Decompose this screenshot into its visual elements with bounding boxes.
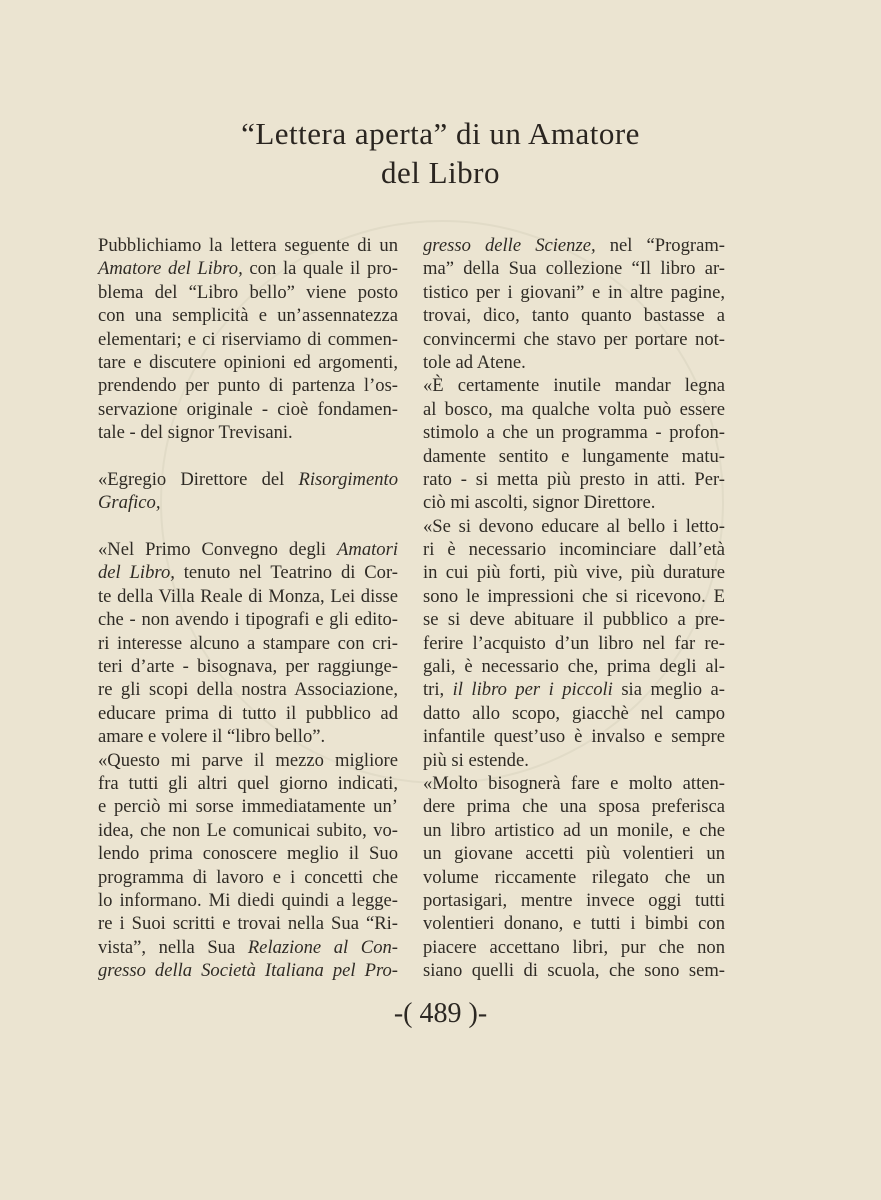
text-segment: educare prima di tutto il pubblico ad <box>98 702 398 724</box>
text-segment: lo informano. Mi diedi quindi a legge- <box>98 889 398 911</box>
text-segment: gresso della Società Italiana pel Pro- <box>98 960 398 982</box>
text-line <box>98 632 398 655</box>
text-line <box>98 585 398 608</box>
text-line <box>98 374 398 397</box>
text-line <box>423 304 725 327</box>
text-line <box>98 725 398 748</box>
text-line <box>98 819 398 842</box>
text-line <box>98 842 398 865</box>
text-segment: che - non avendo i tipografi e gli edito- <box>98 609 398 631</box>
text-segment: «Se si devono educare al bello i letto- <box>423 515 725 537</box>
text-line <box>423 398 725 421</box>
title-line-2: del Libro <box>381 155 500 190</box>
text-line <box>98 257 398 280</box>
text-segment: gresso delle Scienze, <box>423 235 596 256</box>
text-segment: ciò mi ascolti, signor Direttore. <box>423 492 656 514</box>
text-line <box>423 819 725 842</box>
text-segment: portasigari, mentre invece oggi tutti <box>423 889 725 911</box>
text-line <box>423 257 725 280</box>
text-line <box>423 538 725 561</box>
text-line <box>98 538 398 561</box>
text-line <box>98 912 398 935</box>
text-line <box>423 281 725 304</box>
text-line <box>423 889 725 912</box>
text-line <box>98 702 398 725</box>
text-line <box>98 421 398 444</box>
text-line <box>423 421 725 444</box>
paragraph-gap <box>98 445 398 468</box>
text-segment: tare e discutere opinioni ed argomenti, <box>98 351 398 373</box>
text-segment: Amatori <box>337 539 398 561</box>
text-segment: stimolo a che un programma - profon- <box>423 422 725 444</box>
text-segment: ri interesse alcuno a stampare con cri- <box>98 632 398 654</box>
text-line <box>423 328 725 351</box>
text-line <box>423 959 725 982</box>
text-segment: servazione originale - cioè fondamen- <box>98 398 398 420</box>
text-line <box>423 632 725 655</box>
text-segment: convincermi che stavo per portare not- <box>423 328 725 350</box>
text-line <box>423 468 725 491</box>
text-segment: siano quelli di scuola, che sono sem- <box>423 960 725 982</box>
text-line <box>423 702 725 725</box>
text-segment: volume riccamente rilegato che un <box>423 866 725 888</box>
text-segment: ma” della Sua collezione “Il libro ar- <box>423 258 725 280</box>
text-segment: Risorgimento <box>298 468 398 490</box>
text-line <box>98 936 398 959</box>
text-segment: tenuto nel Teatrino di Cor- <box>174 562 398 584</box>
text-segment: programma di lavoro e i concetti che <box>98 866 398 888</box>
text-line <box>98 889 398 912</box>
text-segment: trovai, dico, tanto quanto bastasse a <box>423 305 725 327</box>
text-segment: al bosco, ma qualche volta può essere <box>423 398 725 420</box>
text-line <box>423 749 725 772</box>
text-line <box>98 351 398 374</box>
text-segment: sia meglio a- <box>612 679 725 701</box>
text-line <box>423 515 725 538</box>
text-line <box>98 234 398 257</box>
text-segment: ferire l’acquisto d’un libro nel far re- <box>423 632 725 654</box>
text-segment: e perciò mi sorse immediatamente un’ <box>98 796 398 818</box>
text-line <box>98 795 398 818</box>
text-line <box>98 491 398 514</box>
text-segment: tale - del signor Trevisani. <box>98 422 293 444</box>
text-line <box>98 655 398 678</box>
text-segment: idea, che non Le comunicai subito, vo- <box>98 819 398 841</box>
text-segment: amare e volere il “libro bello”. <box>98 726 326 748</box>
text-line <box>423 445 725 468</box>
title-line-1: “Lettera aperta” di un Amatore <box>241 116 640 151</box>
text-segment: «Molto bisognerà fare e molto atten- <box>423 772 725 794</box>
text-line <box>423 936 725 959</box>
text-line <box>98 772 398 795</box>
text-line <box>423 772 725 795</box>
text-segment: damente sentito e lungamente matu- <box>423 445 725 467</box>
text-segment: Grafico, <box>98 492 161 514</box>
text-segment: un libro artistico ad un monile, e che <box>423 819 725 841</box>
text-segment: sono le impressioni che si ricevono. E <box>423 585 725 607</box>
text-segment: fra tutti gli altri quel giorno indicati, <box>98 772 398 794</box>
text-line <box>98 561 398 584</box>
text-line <box>423 842 725 865</box>
text-segment: prendendo per punto di partenza l’os- <box>98 375 398 397</box>
text-line <box>98 866 398 889</box>
text-line <box>98 398 398 421</box>
text-segment: tistico per i giovani” e in altre pagine, <box>423 281 725 303</box>
text-segment: Amatore del Libro, <box>98 258 243 280</box>
text-segment: se si deve abituare il pubblico a pre- <box>423 609 725 631</box>
text-line <box>423 678 725 701</box>
text-segment: del Libro, <box>98 562 175 584</box>
text-segment: blema del “Libro bello” viene posto <box>98 281 398 303</box>
text-line <box>423 912 725 935</box>
text-line <box>98 678 398 701</box>
article-title <box>0 114 881 192</box>
text-segment: un giovane accetti più volentieri un <box>423 843 725 865</box>
text-segment: re i Suoi scritti e trovai nella Sua “Ri- <box>98 913 398 935</box>
text-segment: volentieri donano, e tutti i bimbi con <box>423 913 725 935</box>
text-segment: Relazione al Con- <box>247 936 398 958</box>
text-segment: piacere accettano libri, pur che non <box>423 936 725 958</box>
text-segment: «È certamente inutile mandar legna <box>423 375 725 397</box>
text-segment: te della Villa Reale di Monza, Lei disse <box>98 585 398 607</box>
text-segment: gali, è necessario che, prima degli al- <box>423 656 725 678</box>
right-text-column <box>423 234 725 983</box>
text-segment: rato - si metta più presto in atti. Per- <box>423 468 725 490</box>
text-segment: con una semplicità e un’assennatezza <box>98 305 398 327</box>
text-segment: con la quale il pro- <box>242 258 398 280</box>
text-segment: lendo prima conoscere meglio il Suo <box>98 843 398 865</box>
text-line <box>423 866 725 889</box>
text-line <box>423 561 725 584</box>
text-line <box>98 328 398 351</box>
text-segment: tole ad Atene. <box>423 351 526 373</box>
text-line <box>98 608 398 631</box>
text-segment: infantile quest’uso è invalso e sempre <box>423 726 725 748</box>
text-line <box>98 468 398 491</box>
left-text-column <box>98 234 398 983</box>
text-line <box>423 608 725 631</box>
text-segment: «Nel Primo Convegno degli <box>98 539 338 561</box>
text-segment: ri è necessario incominciare dall’età <box>423 539 725 561</box>
text-line <box>98 304 398 327</box>
text-segment: re gli scopi della nostra Associazione, <box>98 679 398 701</box>
text-line <box>423 374 725 397</box>
text-segment: nel “Program- <box>595 235 725 256</box>
text-segment: teri d’arte - bisognava, per raggiunge- <box>98 656 398 678</box>
text-segment: dere prima che una sposa preferisca <box>423 796 725 818</box>
text-segment: «Questo mi parve il mezzo migliore <box>98 749 398 771</box>
text-segment: in cui più forti, più vive, più durature <box>423 562 725 584</box>
text-segment: «Egregio Direttore del <box>98 468 299 490</box>
text-segment: tri, <box>423 679 453 701</box>
text-line <box>423 234 725 257</box>
text-segment: datto allo scopo, giacchè nel campo <box>423 702 725 724</box>
text-line <box>98 959 398 982</box>
text-segment: elementari; e ci riserviamo di commen- <box>98 328 398 350</box>
text-line <box>423 351 725 374</box>
text-segment: vista”, nella Sua <box>98 936 248 958</box>
paragraph-gap <box>98 515 398 538</box>
text-line <box>423 585 725 608</box>
text-segment: più si estende. <box>423 749 529 771</box>
text-line <box>423 795 725 818</box>
text-segment: il libro per i piccoli <box>452 679 613 701</box>
text-line <box>98 281 398 304</box>
text-line <box>98 749 398 772</box>
text-line <box>423 655 725 678</box>
page-number: -( 489 )- <box>393 998 488 1029</box>
text-line <box>423 725 725 748</box>
text-line <box>423 491 725 514</box>
text-segment: Pubblichiamo la lettera seguente di un <box>98 235 398 256</box>
